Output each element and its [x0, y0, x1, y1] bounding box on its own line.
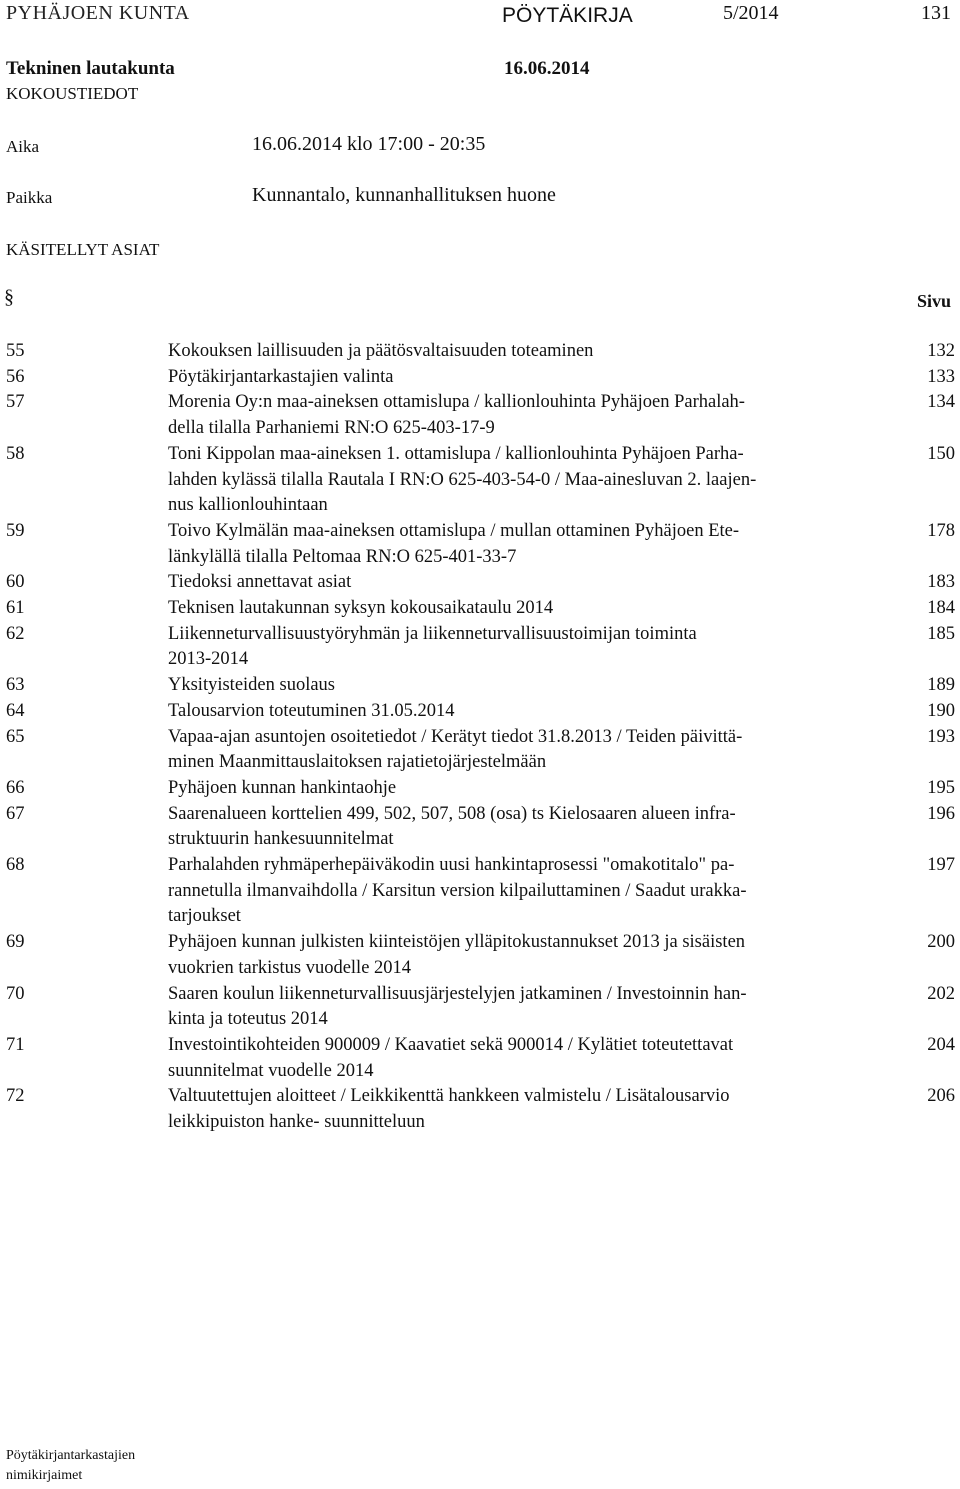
agenda-item-number: 72: [6, 1086, 25, 1107]
agenda-item: [0, 596, 960, 622]
page-number: 131: [921, 2, 951, 24]
agenda-item: [0, 365, 960, 391]
agenda-item-text: Saarenalueen korttelien 499, 502, 507, 508 (osa) ts Kielosaaren alueen infra- struktuurin hankesuunnitelmat: [168, 803, 736, 850]
agenda-item-text: Yksityisteiden suolaus: [168, 675, 336, 696]
agenda-item-number: 64: [6, 700, 25, 721]
agenda-item: [0, 1084, 960, 1135]
agenda-item-text: Valtuutettujen aloitteet / Leikkikenttä hankkeen valmistelu / Lisätalousarvio leikkipuiston hanke- suunnitteluun: [168, 1086, 730, 1133]
agenda-item: [0, 699, 960, 725]
agenda-item-number: 67: [6, 803, 25, 824]
footer-initials-label: nimikirjaimet: [6, 1468, 83, 1483]
agenda-item-page: 134: [927, 392, 955, 413]
agenda-item-number: 59: [6, 520, 25, 541]
agenda-item: [0, 442, 960, 519]
agenda-item-page: 200: [927, 932, 955, 953]
agenda-item: [0, 570, 960, 596]
agenda-item: [0, 776, 960, 802]
agenda-item-text: Pyhäjoen kunnan hankintaohje: [168, 777, 397, 798]
committee-date: 16.06.2014: [504, 58, 590, 79]
place-label: Paikka: [6, 188, 53, 207]
agenda-item-page: 150: [927, 443, 955, 464]
agenda-item: [0, 802, 960, 853]
agenda-item-page: 133: [927, 366, 955, 387]
section-title: KOKOUSTIEDOT: [6, 84, 139, 103]
agenda-item: [0, 853, 960, 930]
meeting-number: 5/2014: [723, 2, 779, 24]
agenda-title: KÄSITELLYT ASIAT: [6, 240, 160, 259]
agenda-item-text: Toni Kippolan maa-aineksen 1. ottamislupa / kallionlouhinta Pyhäjoen Parha- lahden kylässä tilalla Rautala I RN:O 625-403-54-0 / Maa-ainesluvan 2. laajen- nus kallionlouhintaan: [168, 443, 757, 516]
agenda-item-page: 202: [927, 983, 955, 1004]
agenda-item-page: 190: [927, 700, 955, 721]
agenda-item-text: Investointikohteiden 900009 / Kaavatiet sekä 900014 / Kylätiet toteutettavat suunnitelmat vuodelle 2014: [168, 1034, 734, 1081]
agenda-item-text: Liikenneturvallisuustyöryhmän ja liikenneturvallisuustoimijan toiminta 2013-2014: [168, 623, 697, 670]
agenda-item-number: 56: [6, 366, 25, 387]
agenda-item-text: Talousarvion toteutuminen 31.05.2014: [168, 700, 455, 721]
agenda-item-number: 63: [6, 675, 25, 696]
agenda-item-page: 206: [927, 1086, 955, 1107]
agenda-item-text: Saaren koulun liikenneturvallisuusjärjestelyjen jatkaminen / Investoinnin han- kinta ja toteutus 2014: [168, 983, 747, 1030]
agenda-item-text: Pyhäjoen kunnan julkisten kiinteistöjen ylläpitokustannukset 2013 ja sisäisten vuokrien tarkistus vuodelle 2014: [168, 932, 746, 978]
agenda-item-text: Pöytäkirjantarkastajien valinta: [168, 366, 394, 387]
agenda-item: [0, 725, 960, 776]
agenda-item-number: 58: [6, 443, 25, 464]
agenda-item-page: 132: [927, 341, 955, 361]
agenda-item-page: 189: [927, 675, 955, 696]
agenda-item: [0, 390, 960, 441]
agenda-item-page: 197: [927, 855, 955, 876]
agenda-item-page: 196: [927, 803, 955, 824]
agenda-list: [0, 339, 960, 1136]
agenda-item-text: Vapaa-ajan asuntojen osoitetiedot / Kerätyt tiedot 31.8.2013 / Teiden päivittä- minen Maanmittauslaitoksen rajatietojärjestelmään: [168, 726, 743, 773]
agenda-item: [0, 339, 960, 365]
agenda-item-number: 55: [6, 341, 25, 361]
agenda-item-page: 183: [927, 572, 955, 593]
page-column-header: Sivu: [917, 291, 952, 311]
agenda-item-number: 62: [6, 623, 25, 644]
agenda-item: [0, 519, 960, 570]
agenda-item: [0, 1033, 960, 1084]
footer-signature-label: Pöytäkirjantarkastajien: [6, 1448, 136, 1463]
place-value: Kunnantalo, kunnanhallituksen huone: [252, 184, 556, 206]
agenda-item: [0, 622, 960, 673]
agenda-item-text: Parhalahden ryhmäperhepäiväkodin uusi hankintaprosessi "omakotitalo" pa- rannetulla ilmanvaihdolla / Karsitun version kilpailuttaminen / Saadut urakka- tarjoukset: [168, 855, 747, 927]
agenda-item-page: 185: [927, 623, 955, 644]
agenda-item-number: 70: [6, 983, 25, 1004]
section-sign: §: [4, 286, 14, 308]
agenda-item-page: 195: [927, 777, 955, 798]
agenda-item-page: 178: [927, 520, 955, 541]
agenda-item-text: Kokouksen laillisuuden ja päätösvaltaisuuden toteaminen: [168, 341, 594, 361]
municipality-name: PYHÄJOEN KUNTA: [6, 2, 190, 24]
agenda-item-number: 66: [6, 777, 25, 798]
time-value: 16.06.2014 klo 17:00 - 20:35: [252, 133, 486, 155]
agenda-item-number: 71: [6, 1034, 25, 1055]
agenda-item-number: 61: [6, 598, 25, 619]
agenda-item-page: 193: [927, 726, 955, 747]
agenda-item-number: 68: [6, 855, 25, 876]
agenda-item: [0, 673, 960, 699]
agenda-item-page: 204: [927, 1034, 955, 1055]
agenda-item: [0, 982, 960, 1033]
agenda-item-page: 184: [927, 598, 955, 619]
agenda-item-number: 60: [6, 572, 25, 593]
time-label: Aika: [6, 137, 40, 156]
agenda-item-number: 57: [6, 392, 25, 413]
committee-name: Tekninen lautakunta: [6, 58, 175, 79]
agenda-item: [0, 930, 960, 981]
agenda-item-text: Morenia Oy:n maa-aineksen ottamislupa / kallionlouhinta Pyhäjoen Parhalah- della tilalla Parhaniemi RN:O 625-403-17-9: [168, 392, 745, 439]
agenda-item-number: 69: [6, 932, 25, 953]
agenda-item-number: 65: [6, 726, 25, 747]
agenda-item-text: Teknisen lautakunnan syksyn kokousaikataulu 2014: [168, 598, 554, 619]
agenda-item-text: Toivo Kylmälän maa-aineksen ottamislupa / mullan ottaminen Pyhäjoen Ete- länkylällä tilalla Peltomaa RN:O 625-401-33-7: [168, 520, 740, 567]
agenda-item-text: Tiedoksi annettavat asiat: [168, 572, 352, 593]
document-type: PÖYTÄKIRJA: [502, 4, 633, 27]
